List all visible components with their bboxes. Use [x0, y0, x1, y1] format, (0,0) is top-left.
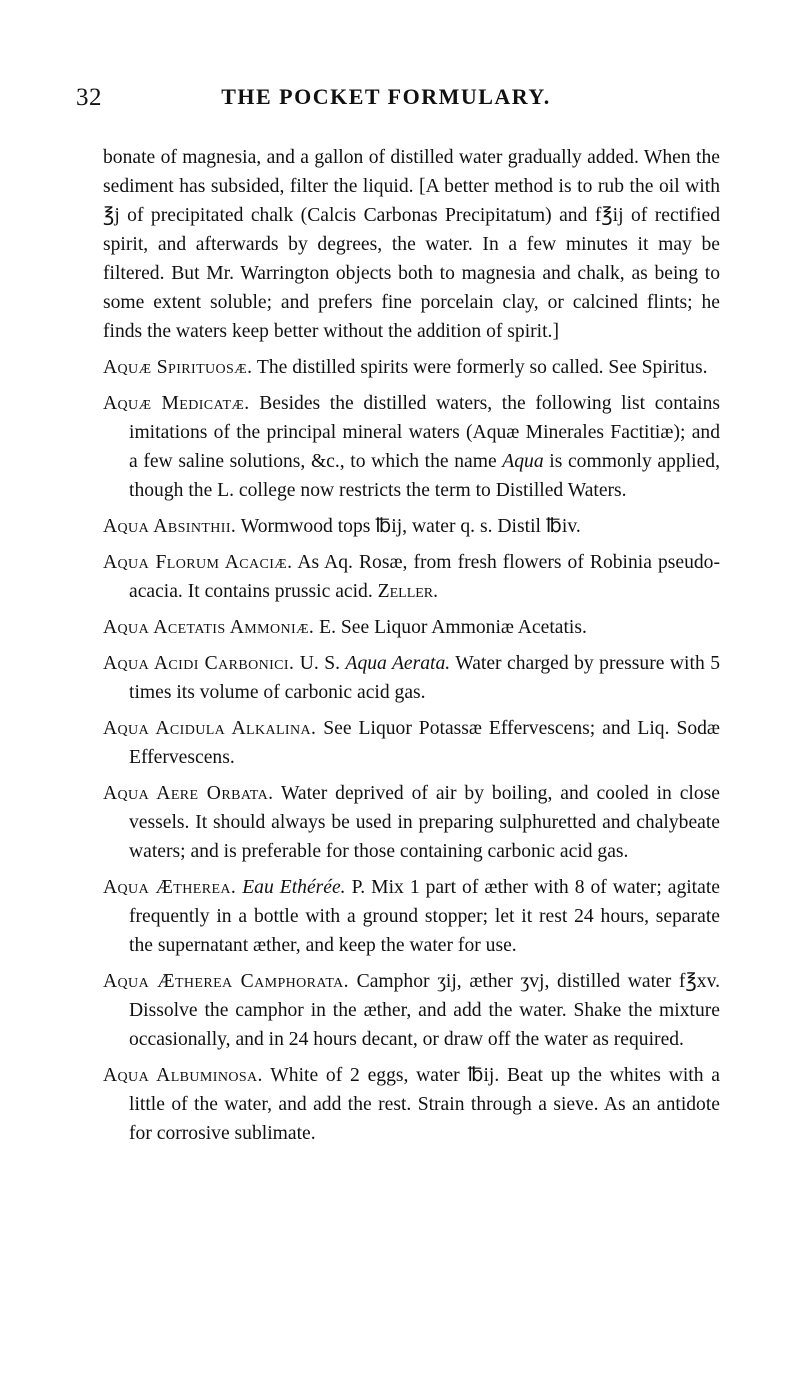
- entry-heading: Aqua Ætherea.: [103, 877, 237, 898]
- entry-aqua-albuminosa: [103, 1061, 720, 1148]
- entry-text: Besides the distilled waters, the following list contains imitations of the principal mineral waters (Aquæ Minerales Factitiæ); and a few saline solutions, &c., to which the name: [129, 393, 721, 472]
- entry-aqua-aetherea-camphorata: [103, 967, 720, 1054]
- entry-text: As Aq. Rosæ, from fresh flowers of Robinia pseudo-acacia. It contains prussic acid.: [129, 552, 720, 602]
- entry-italic: Eau Ethérée.: [242, 877, 346, 898]
- entry-text: Water deprived of air by boiling, and cooled in close vessels. It should always be used in preparing sulphuretted and chalybeate waters; and is preferable for those containing carbonic acid gas.: [129, 783, 720, 862]
- entry-aqua-aetherea: [103, 873, 720, 960]
- page-number: 32: [76, 84, 102, 111]
- page-header: [76, 84, 696, 114]
- entry-aquae-spirituosae: [103, 353, 720, 382]
- body-text: [103, 143, 720, 1148]
- entry-aqua-acidi-carbonici: [103, 649, 720, 707]
- entry-text-cont: is commonly applied, though the L. college now restricts the term to Distilled Waters.: [129, 451, 720, 501]
- entry-aqua-aere-orbata: [103, 779, 720, 866]
- entry-aqua-acidula-alkalina: [103, 714, 720, 772]
- entry-text: Wormwood tops ℔ij, water q. s. Distil ℔iv.: [236, 516, 581, 537]
- entry-heading: Aquæ Medicatæ.: [103, 393, 250, 414]
- entry-aqua-absinthii: [103, 512, 720, 541]
- entry-heading: Aqua Acidi Carbonici.: [103, 653, 295, 674]
- entry-heading: Aqua Florum Acaciæ.: [103, 552, 293, 573]
- entry-text: U. S.: [294, 653, 346, 674]
- entry-text: The distilled spirits were formerly so called. See Spiritus.: [252, 357, 708, 378]
- entry-aquae-medicatae: [103, 389, 720, 505]
- running-title: THE POCKET FORMULARY.: [221, 84, 551, 109]
- entry-text-cont: P. Mix 1 part of æther with 8 of water; agitate frequently in a bottle with a ground stopper; let it rest 24 hours, separate the supernatant æther, and keep the water for use.: [129, 877, 720, 956]
- entry-heading: Aqua Absinthii.: [103, 516, 237, 537]
- entry-heading: Aqua Aere Orbata.: [103, 783, 274, 804]
- entry-authority: Zeller.: [377, 581, 439, 602]
- entry-heading: Aqua Ætherea Camphorata.: [103, 971, 349, 992]
- continued-paragraph: bonate of magnesia, and a gallon of distilled water gradually added. When the sediment has subsided, filter the liquid. [A better method is to rub the oil with ℥j of precipitated chalk (Calcis Carbonas Precipitatum) and f℥ij of rectified spirit, and afterwards by degrees, the water. In a few minutes it may be filtered. But Mr. Warrington objects both to magnesia and chalk, as being to some extent soluble; and prefers fine porcelain clay, or calcined flints; he finds the waters keep better without the addition of spirit.]: [103, 147, 720, 342]
- entry-italic: Aqua Aerata.: [345, 653, 451, 674]
- entry-heading: Aqua Acetatis Ammoniæ.: [103, 617, 315, 638]
- entry-aqua-florum-acaciae: [103, 548, 720, 606]
- entry-heading: Aqua Albuminosa.: [103, 1065, 263, 1086]
- entry-heading: Aqua Acidula Alkalina.: [103, 718, 317, 739]
- entry-italic: Aqua: [502, 451, 544, 472]
- entry-aqua-acetatis-ammoniae: [103, 613, 720, 642]
- entry-text: White of 2 eggs, water ℔ij. Beat up the whites with a little of the water, and add the rest. Strain through a sieve. As an antidote for corrosive sublimate.: [129, 1065, 720, 1144]
- entry-text: See Liquor Potassæ Effervescens; and Liq. Sodæ Effervescens.: [129, 718, 720, 768]
- entry-text: E. See Liquor Ammoniæ Acetatis.: [314, 617, 587, 638]
- entry-heading: Aquæ Spirituosæ.: [103, 357, 253, 378]
- entry-text: Camphor ʒij, æther ʒvj, distilled water f℥xv. Dissolve the camphor in the æther, and add the water. Shake the mixture occasionally, and in 24 hours decant, or draw off the water as required.: [129, 971, 720, 1050]
- entry-text-cont: Water charged by pressure with 5 times its volume of carbonic acid gas.: [129, 653, 720, 703]
